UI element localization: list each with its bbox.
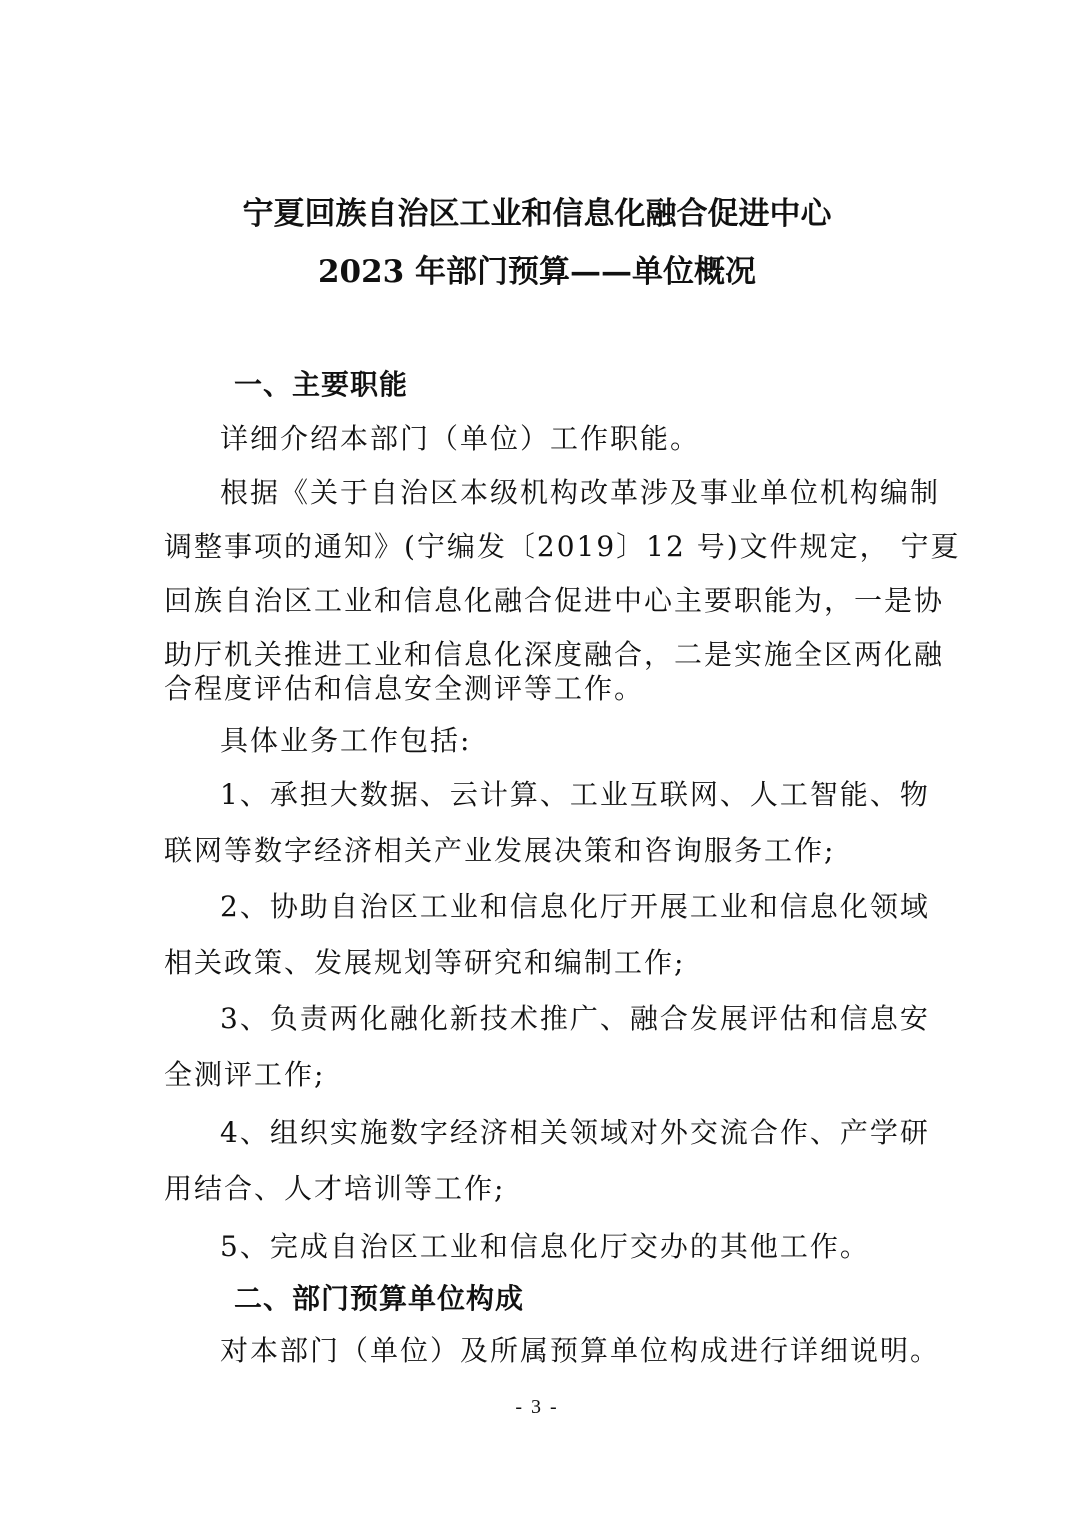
section1-heading: 一、主要职能 — [234, 368, 409, 401]
list-item-line: 4、组织实施数字经济相关领域对外交流合作、产学研 — [220, 1116, 930, 1149]
paragraph-line: 调整事项的通知》(宁编发〔2019〕12 号)文件规定， 宁夏 — [164, 530, 961, 563]
list-item-line: 用结合、人才培训等工作; — [164, 1172, 506, 1205]
list-item-line: 2、协助自治区工业和信息化厅开展工业和信息化领域 — [220, 890, 930, 923]
page-number: - 3 - — [515, 1396, 559, 1418]
paragraph-line: 合程度评估和信息安全测评等工作。 — [164, 672, 645, 705]
paragraph-line: 具体业务工作包括: — [220, 724, 472, 757]
paragraph-line: 根据《关于自治区本级机构改革涉及事业单位机构编制 — [220, 476, 941, 509]
list-item-line: 相关政策、发展规划等研究和编制工作; — [164, 946, 686, 979]
list-item-line: 3、负责两化融化新技术推广、融合发展评估和信息安 — [220, 1002, 930, 1035]
paragraph-line: 对本部门（单位）及所属预算单位构成进行详细说明。 — [220, 1334, 941, 1367]
paragraph-line: 回族自治区工业和信息化融合促进中心主要职能为，一是协 — [164, 584, 945, 617]
paragraph-line: 助厅机关推进工业和信息化深度融合，二是实施全区两化融 — [164, 638, 945, 671]
list-item-line: 1、承担大数据、云计算、工业互联网、人工智能、物 — [220, 778, 930, 811]
document-title-line1: 宁夏回族自治区工业和信息化融合促进中心 — [242, 196, 832, 232]
list-item-line: 联网等数字经济相关产业发展决策和咨询服务工作; — [164, 834, 836, 867]
list-item-line: 全测评工作; — [164, 1058, 326, 1091]
document-title-line2: 2023 年部门预算——单位概况 — [317, 254, 757, 290]
paragraph-line: 详细介绍本部门（单位）工作职能。 — [220, 422, 701, 455]
list-item-line: 5、完成自治区工业和信息化厅交办的其他工作。 — [220, 1230, 870, 1263]
section2-heading: 二、部门预算单位构成 — [234, 1282, 525, 1315]
